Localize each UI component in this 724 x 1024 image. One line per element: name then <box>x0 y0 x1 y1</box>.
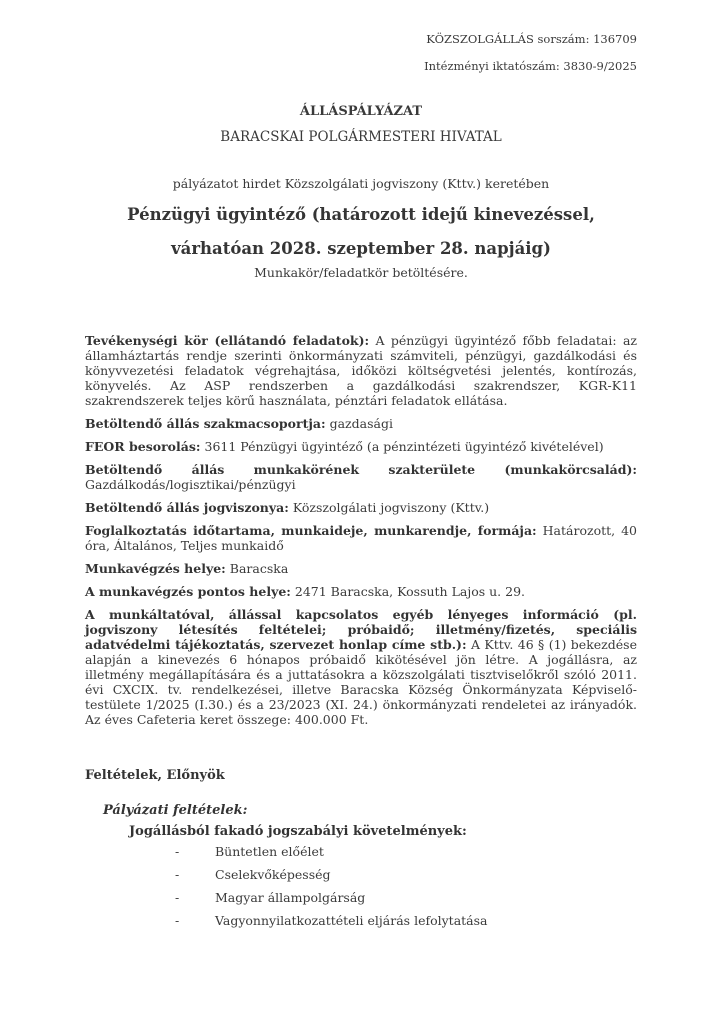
list-item-text: Cselekvőképesség <box>215 867 331 882</box>
section-employment-terms-value: Határozott, 40 óra, Általános, Teljes munkaidő <box>85 523 638 553</box>
section-legal-relation-label: Betöltendő állás jogviszonya: <box>85 500 289 515</box>
section-exact-address <box>85 584 637 599</box>
section-feor <box>85 439 637 454</box>
list-item <box>85 889 637 912</box>
serial-number-line: KÖZSZOLGÁLLÁS sorszám: 136709 <box>426 32 637 46</box>
section-field <box>85 462 637 492</box>
bullet-dash: - <box>175 844 180 859</box>
list-item <box>85 912 637 935</box>
list-item-text: Vagyonnyilatkozattételi eljárás lefolytatása <box>215 913 488 928</box>
section-field-value: Gazdálkodás/logisztikai/pénzügyi <box>85 477 296 492</box>
list-item <box>85 866 637 889</box>
bullet-dash: - <box>175 867 180 882</box>
document-meta <box>85 33 637 73</box>
section-legal-relation <box>85 500 637 515</box>
section-legal-relation-value: Közszolgálati jogviszony (Kttv.) <box>292 500 490 515</box>
document-body <box>85 333 637 935</box>
section-exact-address-label: A munkavégzés pontos helye: <box>85 584 291 599</box>
section-profession-group-value: gazdasági <box>329 416 393 431</box>
intro-line: pályázatot hirdet Közszolgálati jogviszony (Kttv.) keretében <box>172 176 550 191</box>
section-profession-group-label: Betöltendő állás szakmacsoportja: <box>85 416 326 431</box>
section-other-info <box>85 607 637 727</box>
list-item <box>85 843 637 866</box>
section-profession-group <box>85 416 637 431</box>
section-work-location-label: Munkavégzés helye: <box>85 561 226 576</box>
section-exact-address-value: 2471 Baracska, Kossuth Lajos u. 29. <box>294 584 526 599</box>
section-feor-value: 3611 Pénzügyi ügyintéző (a pénzintézeti ügyintéző kivételével) <box>204 439 604 454</box>
section-duties <box>85 333 637 408</box>
conditions-heading: Feltételek, Előnyök <box>85 768 225 783</box>
section-duties-value: A pénzügyi ügyintéző főbb feladatai: az államháztartás rendje szerinti önkormányzati számviteli, pénzügyi, gazdálkodási és könyvvezetési feladatok végrehajtása, időközi költségvetési jelentés, kontírozás, könyvelés. Az ASP rendszerben a gazdálkodási szakrendszer, KGR-K11 szakrendszerek teljes körű használata, pénztári feladatok ellátása. <box>85 333 637 408</box>
section-feor-label: FEOR besorolás: <box>85 439 201 454</box>
section-field-label: Betöltendő állás munkakörének szakterülete (munkakörcsalád): <box>85 462 637 477</box>
section-other-info-label: A munkáltatóval, állással kapcsolatos egyéb lényeges információ (pl. jogviszony létesítés feltételei; próbaidő; illetmény/fizetés, speciális adatvédelmi tájékoztatás, szervezet honlap címe stb.): <box>85 607 637 652</box>
document-title: ÁLLÁSPÁLYÁZAT <box>299 104 423 119</box>
bullet-dash: - <box>175 913 180 928</box>
conditions-subheading: Pályázati feltételek: <box>103 803 248 818</box>
organization-name: BARACSKAI POLGÁRMESTERI HIVATAL <box>220 129 502 145</box>
registry-number-line: Intézményi iktatószám: 3830-9/2025 <box>424 59 637 73</box>
conditions-group-title: Jogállásból fakadó jogszabályi követelmények: <box>129 824 467 839</box>
list-item-text: Magyar állampolgárság <box>215 890 366 905</box>
section-work-location <box>85 561 637 576</box>
section-duties-label: Tevékenységi kör (ellátandó feladatok): <box>85 333 370 348</box>
position-title: Pénzügyi ügyintéző (határozott idejű kinevezéssel, várhatóan 2028. szeptember 28. napjáig) <box>127 205 595 258</box>
section-other-info-value: A Kttv. 46 § (1) bekezdése alapján a kinevezés 6 hónapos próbaidő kikötésével jön létre. A jogállásra, az illetmény megállapítására és a juttatásokra a közszolgálati tisztviselőkről szóló 2011. évi CXCIX. tv. rendelkezései, illetve Baracska Község Önkormányzata Képviselő-testülete 1/2025 (I.30.) és a 23/2023 (XI. 24.) önkormányzati rendeletei az irányadók. Az éves Cafeteria keret összege: 400.000 Ft. <box>85 637 637 727</box>
section-employment-terms <box>85 523 637 553</box>
list-item-text: Büntetlen előélet <box>215 844 324 859</box>
bullet-dash: - <box>175 890 180 905</box>
requirements-list <box>85 843 637 935</box>
section-employment-terms-label: Foglalkoztatás időtartama, munkaideje, munkarendje, formája: <box>85 523 537 538</box>
section-work-location-value: Baracska <box>229 561 289 576</box>
position-subtitle: Munkakör/feladatkör betöltésére. <box>254 265 468 280</box>
